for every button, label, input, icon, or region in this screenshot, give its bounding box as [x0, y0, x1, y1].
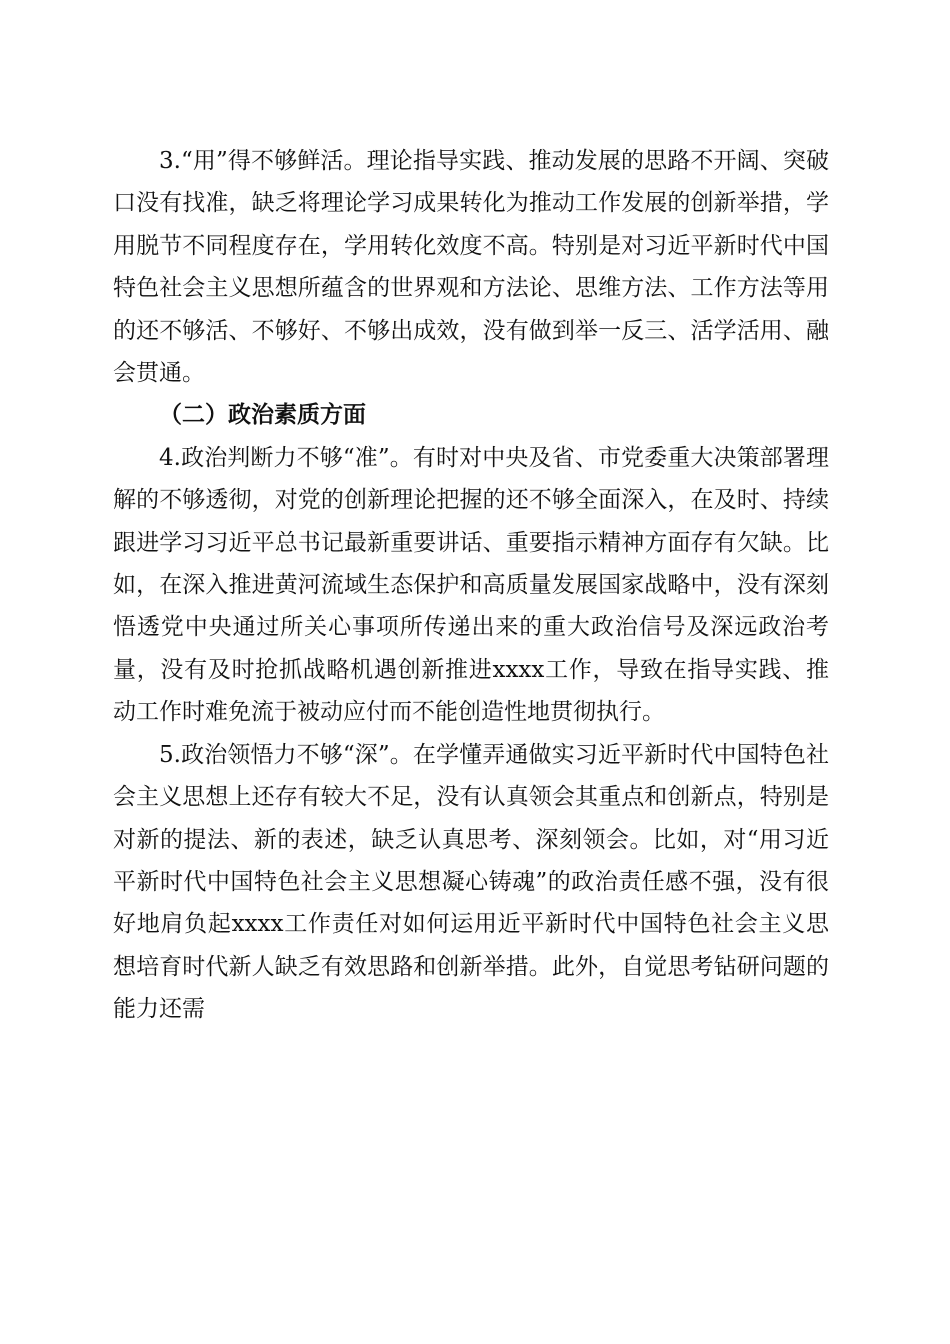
paragraph-3-application: 3.“用”得不够鲜活。理论指导实践、推动发展的思路不开阔、突破口没有找准，缺乏将理论学习成果转化为推动工作发展的创新举措，学用脱节不同程度存在，学用转化效度不高。特别是对习近平新时代中国特色社会主义思想所蕴含的世界观和方法论、思维方法、工作方法等用的还不够活、不够好、不够出成效，没有做到举一反三、活学活用、融会贯通。 — [113, 148, 829, 387]
paragraph-4-political-judgment: 4.政治判断力不够“准”。有时对中央及省、市党委重大决策部署理解的不够透彻，对党的创新理论把握的还不够全面深入，在及时、持续跟进学习习近平总书记最新重要讲话、重要指示精神方面存有欠缺。比如，在深入推进黄河流域生态保护和高质量发展国家战略中，没有深刻悟透党中央通过所关心事项所传递出来的重大政治信号及深远政治考量，没有及时抢抓战略机遇创新推进xxxx工作，导致在指导实践、推动工作时难免流于被动应付而不能创造性地贯彻执行。 — [113, 444, 829, 726]
paragraph-5-political-comprehension: 5.政治领悟力不够“深”。在学懂弄通做实习近平新时代中国特色社会主义思想上还存有较大不足，没有认真领会其重点和创新点，特别是对新的提法、新的表述，缺乏认真思考、深刻领会。比如，对“用习近平新时代中国特色社会主义思想凝心铸魂”的政治责任感不强，没有很好地肩负起xxxx工作责任对如何运用近平新时代中国特色社会主义思想培育时代新人缺乏有效思路和创新举措。此外，自觉思考钻研问题的能力还需 — [113, 741, 829, 1023]
document-body — [113, 140, 829, 1031]
section-heading-political-quality: （二）政治素质方面 — [159, 401, 366, 429]
